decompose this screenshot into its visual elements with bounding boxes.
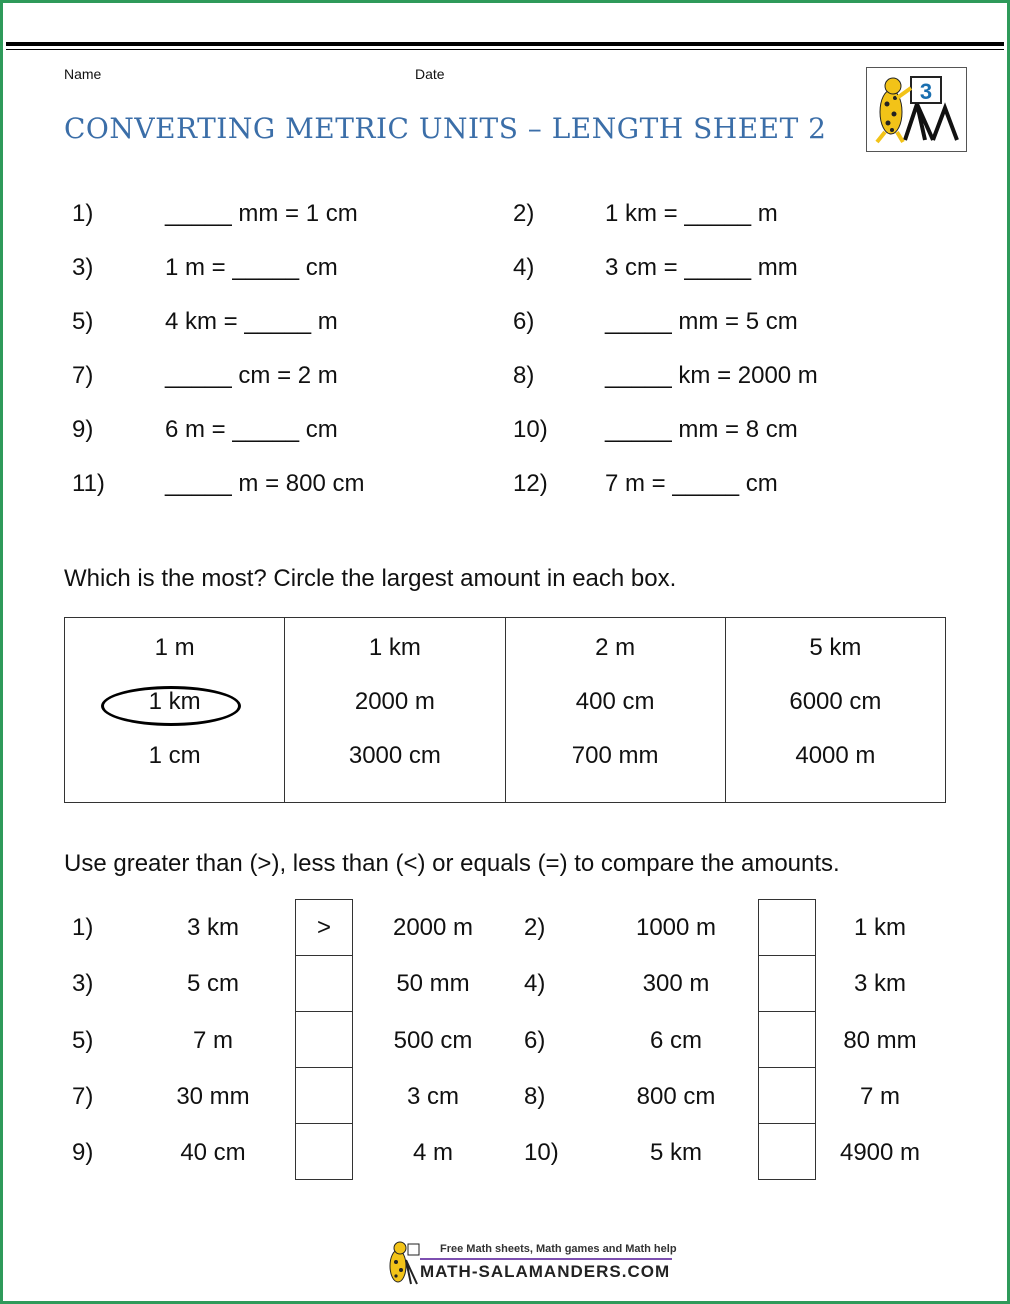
salamander-icon [384, 1240, 420, 1286]
compare-amount: 3 km [186, 914, 239, 941]
question-text: 1 km = _____ m [605, 200, 778, 227]
amount-item[interactable]: 5 km [809, 634, 862, 661]
question-text: 7 m = _____ cm [605, 470, 778, 497]
amount-box [726, 618, 945, 802]
question-text: 4 km = _____ m [165, 308, 338, 335]
question-number: 2) [513, 200, 535, 227]
compare-amount: 5 km [649, 1139, 702, 1166]
answer-box[interactable] [758, 955, 816, 1012]
compare-amount: 6 cm [649, 1027, 702, 1054]
compare-amount: 3 cm [406, 1083, 459, 1110]
question-number: 3) [72, 254, 94, 281]
question-number: 6) [524, 1027, 546, 1054]
compare-amount: 500 cm [393, 1027, 473, 1054]
question-text: _____ km = 2000 m [605, 362, 818, 389]
question-text: 6 m = _____ cm [165, 416, 338, 443]
question-number: 4) [513, 254, 535, 281]
question-number: 2) [524, 914, 546, 941]
answer-box[interactable] [295, 1123, 353, 1180]
footer-tagline: Free Math sheets, Math games and Math help [440, 1243, 677, 1255]
compare-amount: 1000 m [635, 914, 717, 941]
compare-amount: 7 m [859, 1083, 900, 1110]
amount-item[interactable]: 1 km [148, 688, 201, 715]
question-number: 9) [72, 1139, 94, 1166]
footer-brand[interactable]: MATH-SALAMANDERS.COM [420, 1262, 671, 1281]
compare-amount: 3 km [853, 970, 906, 997]
name-label: Name [64, 66, 102, 82]
answer-box[interactable] [758, 1011, 816, 1068]
amount-box [506, 618, 726, 802]
amount-item[interactable]: 6000 cm [789, 688, 882, 715]
compare-amount: 300 m [642, 970, 710, 997]
amount-item[interactable]: 700 mm [571, 742, 659, 769]
question-number: 10) [513, 416, 548, 443]
amount-item[interactable]: 1 m [154, 634, 195, 661]
question-number: 3) [72, 970, 94, 997]
section2-instruction: Which is the most? Circle the largest amount in each box. [64, 565, 677, 592]
footer-underline [420, 1258, 672, 1260]
amount-item[interactable]: 4000 m [795, 742, 876, 769]
amount-item[interactable]: 1 cm [148, 742, 201, 769]
amount-box [285, 618, 505, 802]
question-number: 1) [72, 200, 94, 227]
grade-logo [866, 67, 967, 152]
question-number: 9) [72, 416, 94, 443]
header-rule-thin [6, 49, 1004, 50]
compare-amount: 30 mm [176, 1083, 250, 1110]
amount-item[interactable]: 3000 cm [348, 742, 441, 769]
largest-amount-boxes [64, 617, 946, 803]
header-rule [6, 42, 1004, 46]
question-number: 11) [72, 470, 105, 497]
question-number: 4) [524, 970, 546, 997]
compare-amount: 50 mm [396, 970, 470, 997]
answer-box[interactable] [758, 1123, 816, 1180]
answer-box[interactable] [758, 899, 816, 956]
question-number: 8) [513, 362, 535, 389]
question-text: _____ mm = 8 cm [605, 416, 798, 443]
question-number: 5) [72, 1027, 94, 1054]
amount-item[interactable]: 2000 m [354, 688, 435, 715]
question-text: _____ mm = 1 cm [165, 200, 358, 227]
question-text: _____ cm = 2 m [165, 362, 338, 389]
question-text: _____ mm = 5 cm [605, 308, 798, 335]
compare-amount: 800 cm [636, 1083, 716, 1110]
answer-box[interactable]: > [295, 899, 353, 956]
compare-amount: 2000 m [392, 914, 474, 941]
question-number: 5) [72, 308, 94, 335]
compare-amount: 5 cm [186, 970, 239, 997]
compare-amount: 4 m [412, 1139, 453, 1166]
question-number: 10) [524, 1139, 559, 1166]
answer-box[interactable] [758, 1067, 816, 1124]
date-label: Date [415, 66, 445, 82]
compare-amount: 80 mm [843, 1027, 917, 1054]
page-title: CONVERTING METRIC UNITS – LENGTH SHEET 2 [64, 112, 827, 145]
answer-box[interactable] [295, 955, 353, 1012]
amount-item[interactable]: 2 m [595, 634, 636, 661]
amount-item[interactable]: 400 cm [575, 688, 655, 715]
question-text: _____ m = 800 cm [165, 470, 365, 497]
question-number: 7) [72, 1083, 94, 1110]
salamander-logo-icon [867, 68, 966, 151]
compare-amount: 1 km [853, 914, 906, 941]
amount-box [65, 618, 285, 802]
question-number: 12) [513, 470, 548, 497]
compare-amount: 4900 m [839, 1139, 921, 1166]
section3-instruction: Use greater than (>), less than (<) or equals (=) to compare the amounts. [64, 850, 840, 877]
question-number: 7) [72, 362, 94, 389]
answer-box[interactable] [295, 1067, 353, 1124]
compare-amount: 40 cm [180, 1139, 246, 1166]
question-text: 3 cm = _____ mm [605, 254, 798, 281]
amount-item[interactable]: 1 km [368, 634, 421, 661]
question-number: 6) [513, 308, 535, 335]
compare-amount: 7 m [192, 1027, 233, 1054]
grade-number: 3 [919, 79, 933, 104]
question-text: 1 m = _____ cm [165, 254, 338, 281]
answer-box[interactable] [295, 1011, 353, 1068]
question-number: 8) [524, 1083, 546, 1110]
question-number: 1) [72, 914, 94, 941]
